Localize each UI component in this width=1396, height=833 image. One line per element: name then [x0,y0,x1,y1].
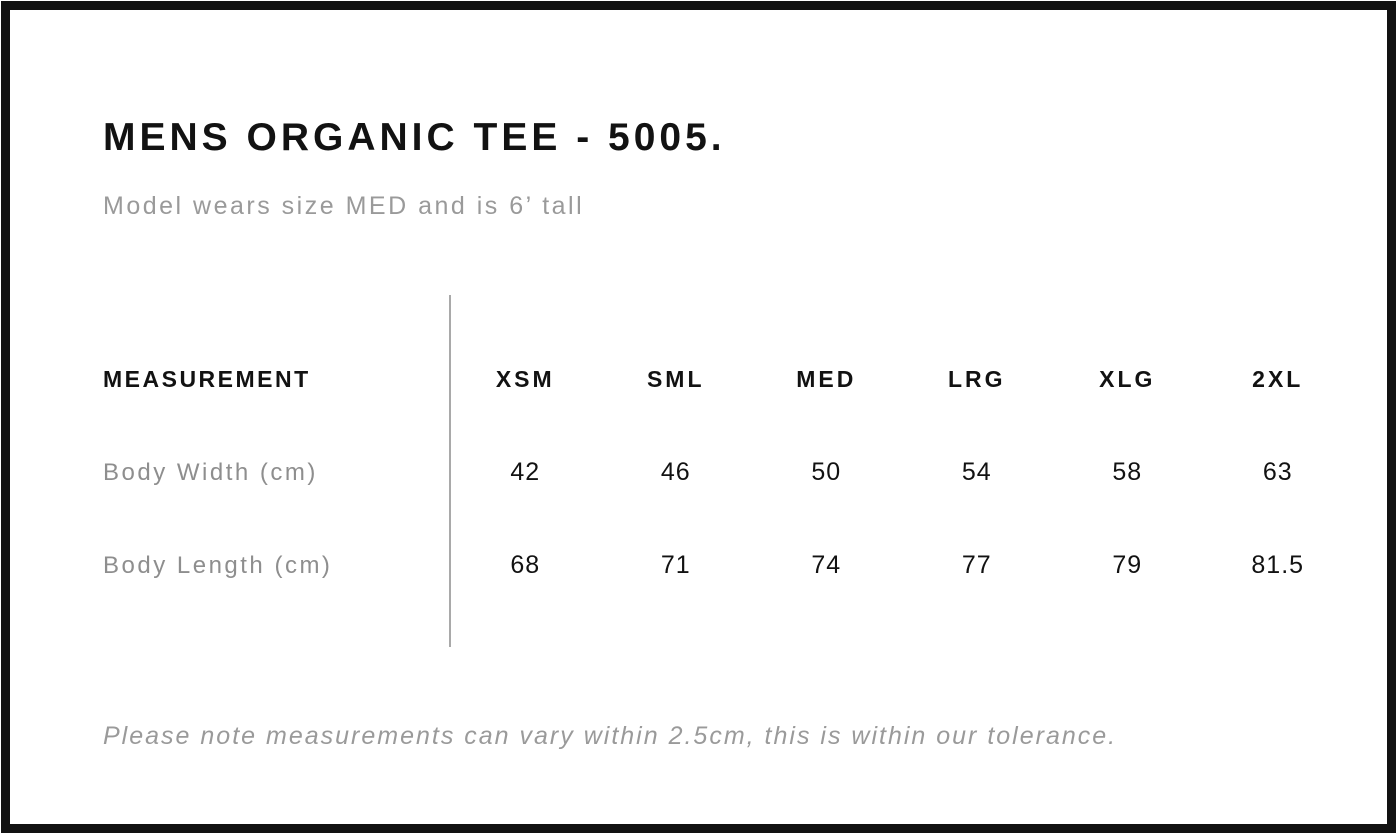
page-border-frame [1,1,1396,833]
model-size-note: Model wears size MED and is 6’ tall [103,192,585,220]
body-width-xlg-value: 58 [1112,458,1143,486]
page-title: MENS ORGANIC TEE - 5005. [103,116,726,159]
column-header-med: MED [796,366,857,392]
body-length-xsm-value: 68 [510,551,541,579]
row-label-body-length: Body Length (cm) [103,551,333,579]
body-length-sml-value: 71 [660,551,691,579]
row-label-body-width: Body Width (cm) [103,458,318,486]
body-length-lrg-value: 77 [961,551,992,579]
body-width-sml-value: 46 [660,458,691,486]
tolerance-note: Please note measurements can vary within 2.5cm, this is within our tolerance. [103,722,1118,750]
size-chart-table [103,295,1353,647]
body-length-xlg-value: 79 [1112,551,1143,579]
table-row-body-width [103,426,1353,519]
column-header-2xl: 2XL [1252,366,1304,392]
body-length-2xl-value: 81.5 [1251,551,1305,579]
table-header-row [103,333,1353,426]
column-header-xlg: XLG [1099,366,1156,392]
body-width-med-value: 50 [811,458,842,486]
column-header-sml: SML [646,366,705,392]
column-header-lrg: LRG [947,366,1006,392]
body-width-lrg-value: 54 [961,458,992,486]
table-vertical-divider [449,295,451,647]
column-header-xsm: XSM [495,366,555,392]
column-header-measurement: MEASUREMENT [103,366,311,392]
body-width-xsm-value: 42 [510,458,541,486]
body-length-med-value: 74 [811,551,842,579]
body-width-2xl-value: 63 [1262,458,1293,486]
table-row-body-length [103,519,1353,612]
